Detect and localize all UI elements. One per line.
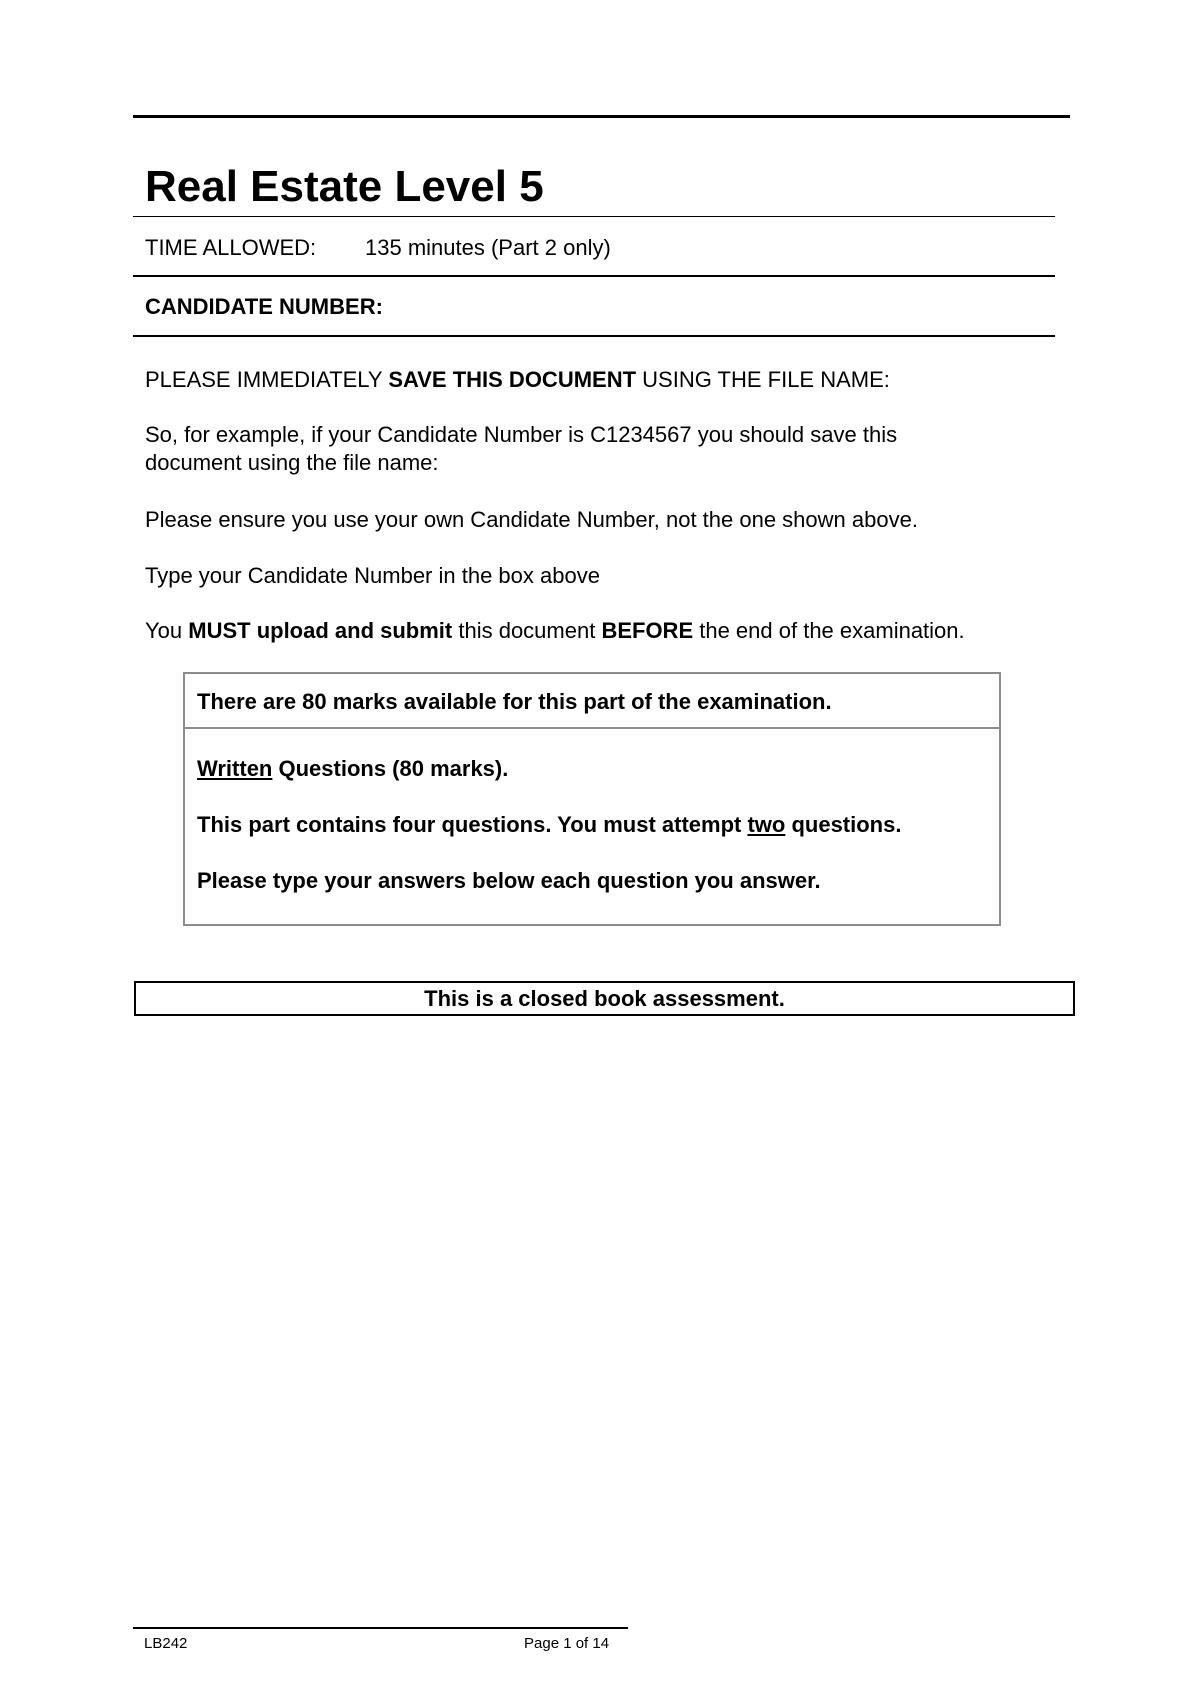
- candidate-rule: [133, 335, 1055, 337]
- save-instruction: PLEASE IMMEDIATELY SAVE THIS DOCUMENT USING THE FILE NAME:: [145, 367, 890, 392]
- time-rule: [133, 275, 1055, 277]
- closed-book-notice: This is a closed book assessment.: [134, 981, 1075, 1016]
- written-questions-line: Written Questions (80 marks).: [197, 756, 509, 781]
- marks-info-box: [183, 672, 1001, 926]
- upload-instruction: You MUST upload and submit this document BEFORE the end of the examination.: [145, 618, 965, 643]
- type-answers-line: Please type your answers below each question you answer.: [197, 868, 821, 893]
- candidate-number-label: CANDIDATE NUMBER:: [145, 294, 383, 319]
- time-allowed-value: 135 minutes (Part 2 only): [365, 235, 611, 260]
- example-instruction: So, for example, if your Candidate Number is C1234567 you should save this document using the file name:: [145, 422, 898, 475]
- time-allowed-label: TIME ALLOWED:: [145, 235, 317, 260]
- attempt-line: This part contains four questions. You must attempt two questions.: [197, 812, 902, 837]
- own-number-instruction: Please ensure you use your own Candidate Number, not the one shown above.: [145, 507, 918, 532]
- marks-body: [185, 729, 999, 895]
- page-title: Real Estate Level 5: [145, 162, 544, 211]
- top-rule: [133, 115, 1070, 118]
- marks-header: There are 80 marks available for this part of the examination.: [185, 674, 999, 729]
- footer-rule: [133, 1627, 628, 1629]
- footer-code: LB242: [144, 1635, 188, 1652]
- footer-page-number: Page 1 of 14: [524, 1635, 610, 1652]
- type-number-instruction: Type your Candidate Number in the box above: [145, 563, 600, 588]
